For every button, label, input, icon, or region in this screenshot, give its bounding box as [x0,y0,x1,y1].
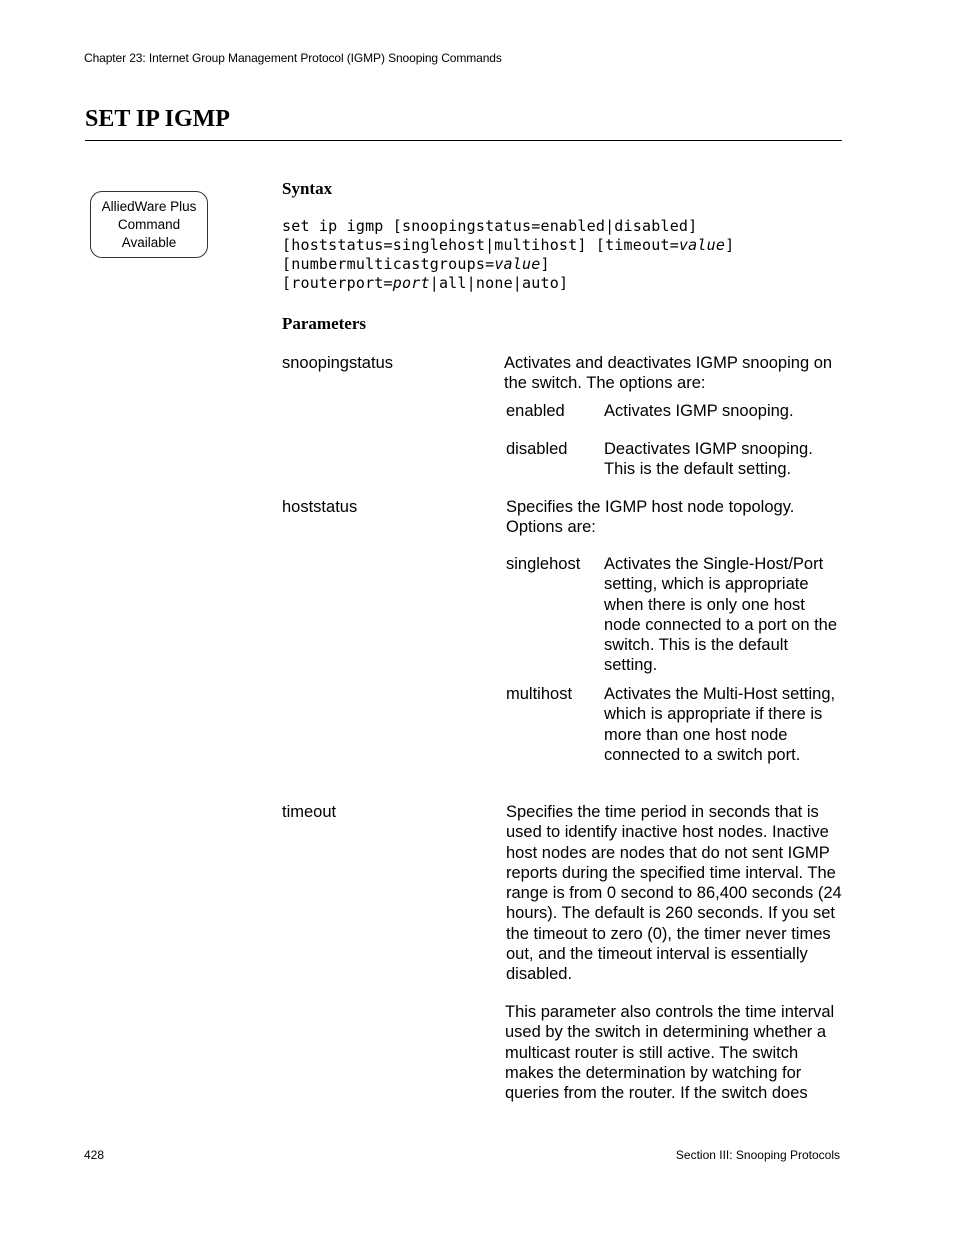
param-name-hoststatus: hoststatus [282,498,358,516]
section-footer: Section III: Snooping Protocols [675,1148,840,1162]
syntax-line-1: set ip igmp [snoopingstatus=enabled|disabled] [282,217,698,235]
syntax-value-placeholder: value [494,255,541,273]
syntax-block [282,217,734,293]
badge-line-3: Available [121,235,177,250]
syntax-line-3a: [numbermulticastgroups= [282,255,495,273]
syntax-heading: Syntax [282,179,333,198]
syntax-value-placeholder: value [678,236,726,254]
page-number: 428 [84,1148,105,1162]
option-name-disabled: disabled [506,440,568,458]
page-title: SET IP IGMP [85,106,230,132]
param-name-snoopingstatus: snoopingstatus [282,354,393,372]
option-name-multihost: multihost [506,685,573,703]
param-desc-timeout: Specifies the time period in seconds that is used to identify inactive host nodes. Inactive host nodes are nodes that do not sent IGMP reports during the specified time interval. The range is from 0 second to 86,400 seconds (24 hours). The default is 260 seconds. If you set the timeout to zero (0), the timer never times out, and the timeout interval is essentially disabled. [506,803,842,984]
badge-line-2: Command [117,217,181,232]
param-desc-hoststatus: Specifies the IGMP host node topology. Options are: [506,498,795,537]
syntax-line-2c: ] [725,236,735,254]
option-desc-singlehost: Activates the Single-Host/Port setting, which is appropriate when there is only one host node connected to a port on the switch. This is the default setting. [604,555,838,675]
parameters-heading: Parameters [282,314,367,333]
syntax-line-4a: [routerport= [282,274,393,292]
badge-line-1: AlliedWare Plus [101,199,197,214]
syntax-line-4c: |all|none|auto] [429,274,569,292]
param-desc-timeout-continued: This parameter also controls the time interval used by the switch in determining whether a multicast router is still active. The switch makes the determination by watching for queries from the router. If the switch does [505,1003,835,1103]
title-divider [85,140,842,141]
syntax-port-placeholder: port [392,274,430,292]
command-availability-badge [90,191,208,258]
option-desc-disabled: Deactivates IGMP snooping. This is the default setting. [604,440,813,479]
syntax-line-3c: ] [540,255,550,273]
option-name-enabled: enabled [506,402,565,420]
chapter-header: Chapter 23: Internet Group Management Protocol (IGMP) Snooping Commands [84,51,502,65]
param-desc-snoopingstatus: Activates and deactivates IGMP snooping on the switch. The options are: [504,354,833,393]
syntax-line-2a: [hoststatus=singlehost|multihost] [timeout= [282,236,679,254]
option-desc-enabled: Activates IGMP snooping. [604,402,794,420]
param-name-timeout: timeout [282,803,337,821]
option-desc-multihost: Activates the Multi-Host setting, which is appropriate if there is more than one host node connected to a switch port. [604,685,836,764]
option-name-singlehost: singlehost [506,555,581,573]
